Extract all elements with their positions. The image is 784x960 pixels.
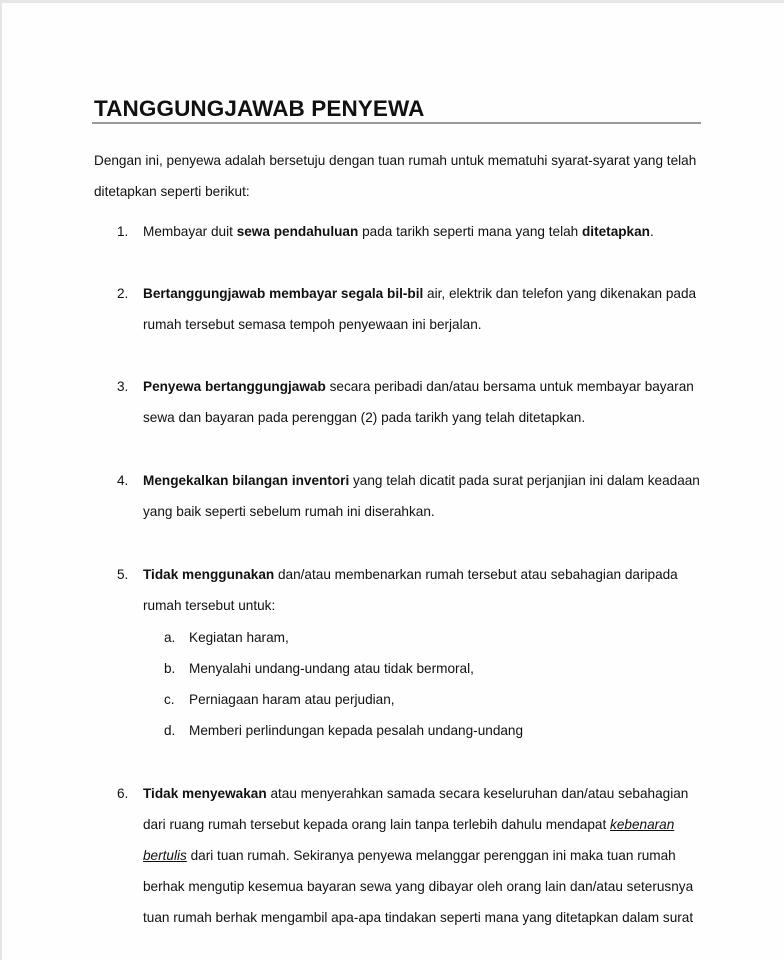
item-text: berhak mengutip kesemua bayaran sewa yang dibayar oleh orang lain dan/atau seterusnya — [143, 879, 694, 894]
intro-paragraph — [94, 145, 714, 207]
item-text: dan/atau membenarkan rumah tersebut atau sebahagian daripada — [274, 567, 678, 582]
item-text: pada tarikh seperti mana yang telah — [358, 224, 582, 239]
item-text: air, elektrik dan telefon yang dikenakan pada — [423, 286, 697, 301]
item-body — [143, 371, 717, 433]
intro-line-1: Dengan ini, penyewa adalah bersetuju dengan tuan rumah untuk mematuhi syarat-syarat yang telah — [94, 153, 697, 168]
item-bold-text: sewa pendahuluan — [236, 224, 359, 239]
sub-item-text: Memberi perlindungan kepada pesalah undang-undang — [189, 723, 524, 738]
list-item-4 — [117, 465, 717, 527]
document-title: TANGGUNGJAWAB PENYEWA — [94, 96, 425, 121]
list-item-6 — [117, 778, 717, 933]
item-text: secara peribadi dan/atau bersama untuk membayar bayaran — [325, 379, 694, 394]
item-body — [143, 465, 717, 527]
title-underline — [92, 122, 701, 124]
item-text: . — [649, 224, 654, 239]
sub-item-a — [164, 622, 289, 653]
item-bold-text: Penyewa bertanggungjawab — [143, 379, 326, 394]
item-bold-text: Tidak menyewakan — [143, 786, 267, 801]
list-item-2 — [117, 278, 717, 340]
sub-item-letter: b. — [164, 661, 176, 676]
item-number: 5. — [117, 567, 129, 582]
item-number: 3. — [117, 379, 129, 394]
sub-item-text: Menyalahi undang-undang atau tidak bermoral, — [189, 661, 474, 676]
item-bold-text: Tidak menggunakan — [143, 567, 275, 582]
item-text: yang telah dicatit pada surat perjanjian ini dalam keadaan — [349, 473, 700, 488]
underlined-emphasis: bertulis — [143, 848, 187, 863]
sub-item-letter: a. — [164, 630, 176, 645]
item-text: Membayar duit — [143, 224, 237, 239]
list-item-3 — [117, 371, 717, 433]
item-body — [143, 559, 717, 621]
item-bold-text: Mengekalkan bilangan inventori — [143, 473, 350, 488]
sub-item-text: Perniagaan haram atau perjudian, — [189, 692, 395, 707]
item-number: 4. — [117, 473, 129, 488]
item-body — [143, 216, 717, 247]
list-item-1 — [117, 216, 717, 247]
intro-line-2: ditetapkan seperti berikut: — [94, 184, 250, 199]
sub-item-letter: c. — [164, 692, 175, 707]
sub-item-d — [164, 715, 523, 746]
sub-item-c — [164, 684, 395, 715]
document-page — [2, 3, 784, 960]
item-text: atau menyerahkan samada secara keseluruhan dan/atau sebahagian — [266, 786, 689, 801]
item-number: 6. — [117, 786, 129, 801]
item-text: yang baik seperti sebelum rumah ini diserahkan. — [143, 504, 435, 519]
item-text: dari ruang rumah tersebut kepada orang lain tanpa terlebih dahulu mendapat — [143, 817, 611, 832]
item-text: rumah tersebut untuk: — [143, 598, 276, 613]
sub-item-b — [164, 653, 474, 684]
list-item-5 — [117, 559, 717, 621]
item-text: rumah tersebut semasa tempoh penyewaan ini berjalan. — [143, 317, 482, 332]
sub-item-letter: d. — [164, 723, 176, 738]
item-text: tuan rumah berhak mengambil apa-apa tindakan seperti mana yang ditetapkan dalam surat — [143, 910, 694, 925]
item-number: 1. — [117, 224, 129, 239]
item-body — [143, 278, 717, 340]
item-bold-text: ditetapkan — [582, 224, 650, 239]
sub-item-text: Kegiatan haram, — [189, 630, 289, 645]
item-body — [143, 778, 717, 933]
item-number: 2. — [117, 286, 129, 301]
item-text: dari tuan rumah. Sekiranya penyewa melanggar perenggan ini maka tuan rumah — [186, 848, 676, 863]
item-text: sewa dan bayaran pada perenggan (2) pada tarikh yang telah ditetapkan. — [143, 410, 586, 425]
underlined-emphasis: kebenaran — [610, 817, 675, 832]
item-bold-text: Bertanggungjawab membayar segala bil-bil — [143, 286, 424, 301]
